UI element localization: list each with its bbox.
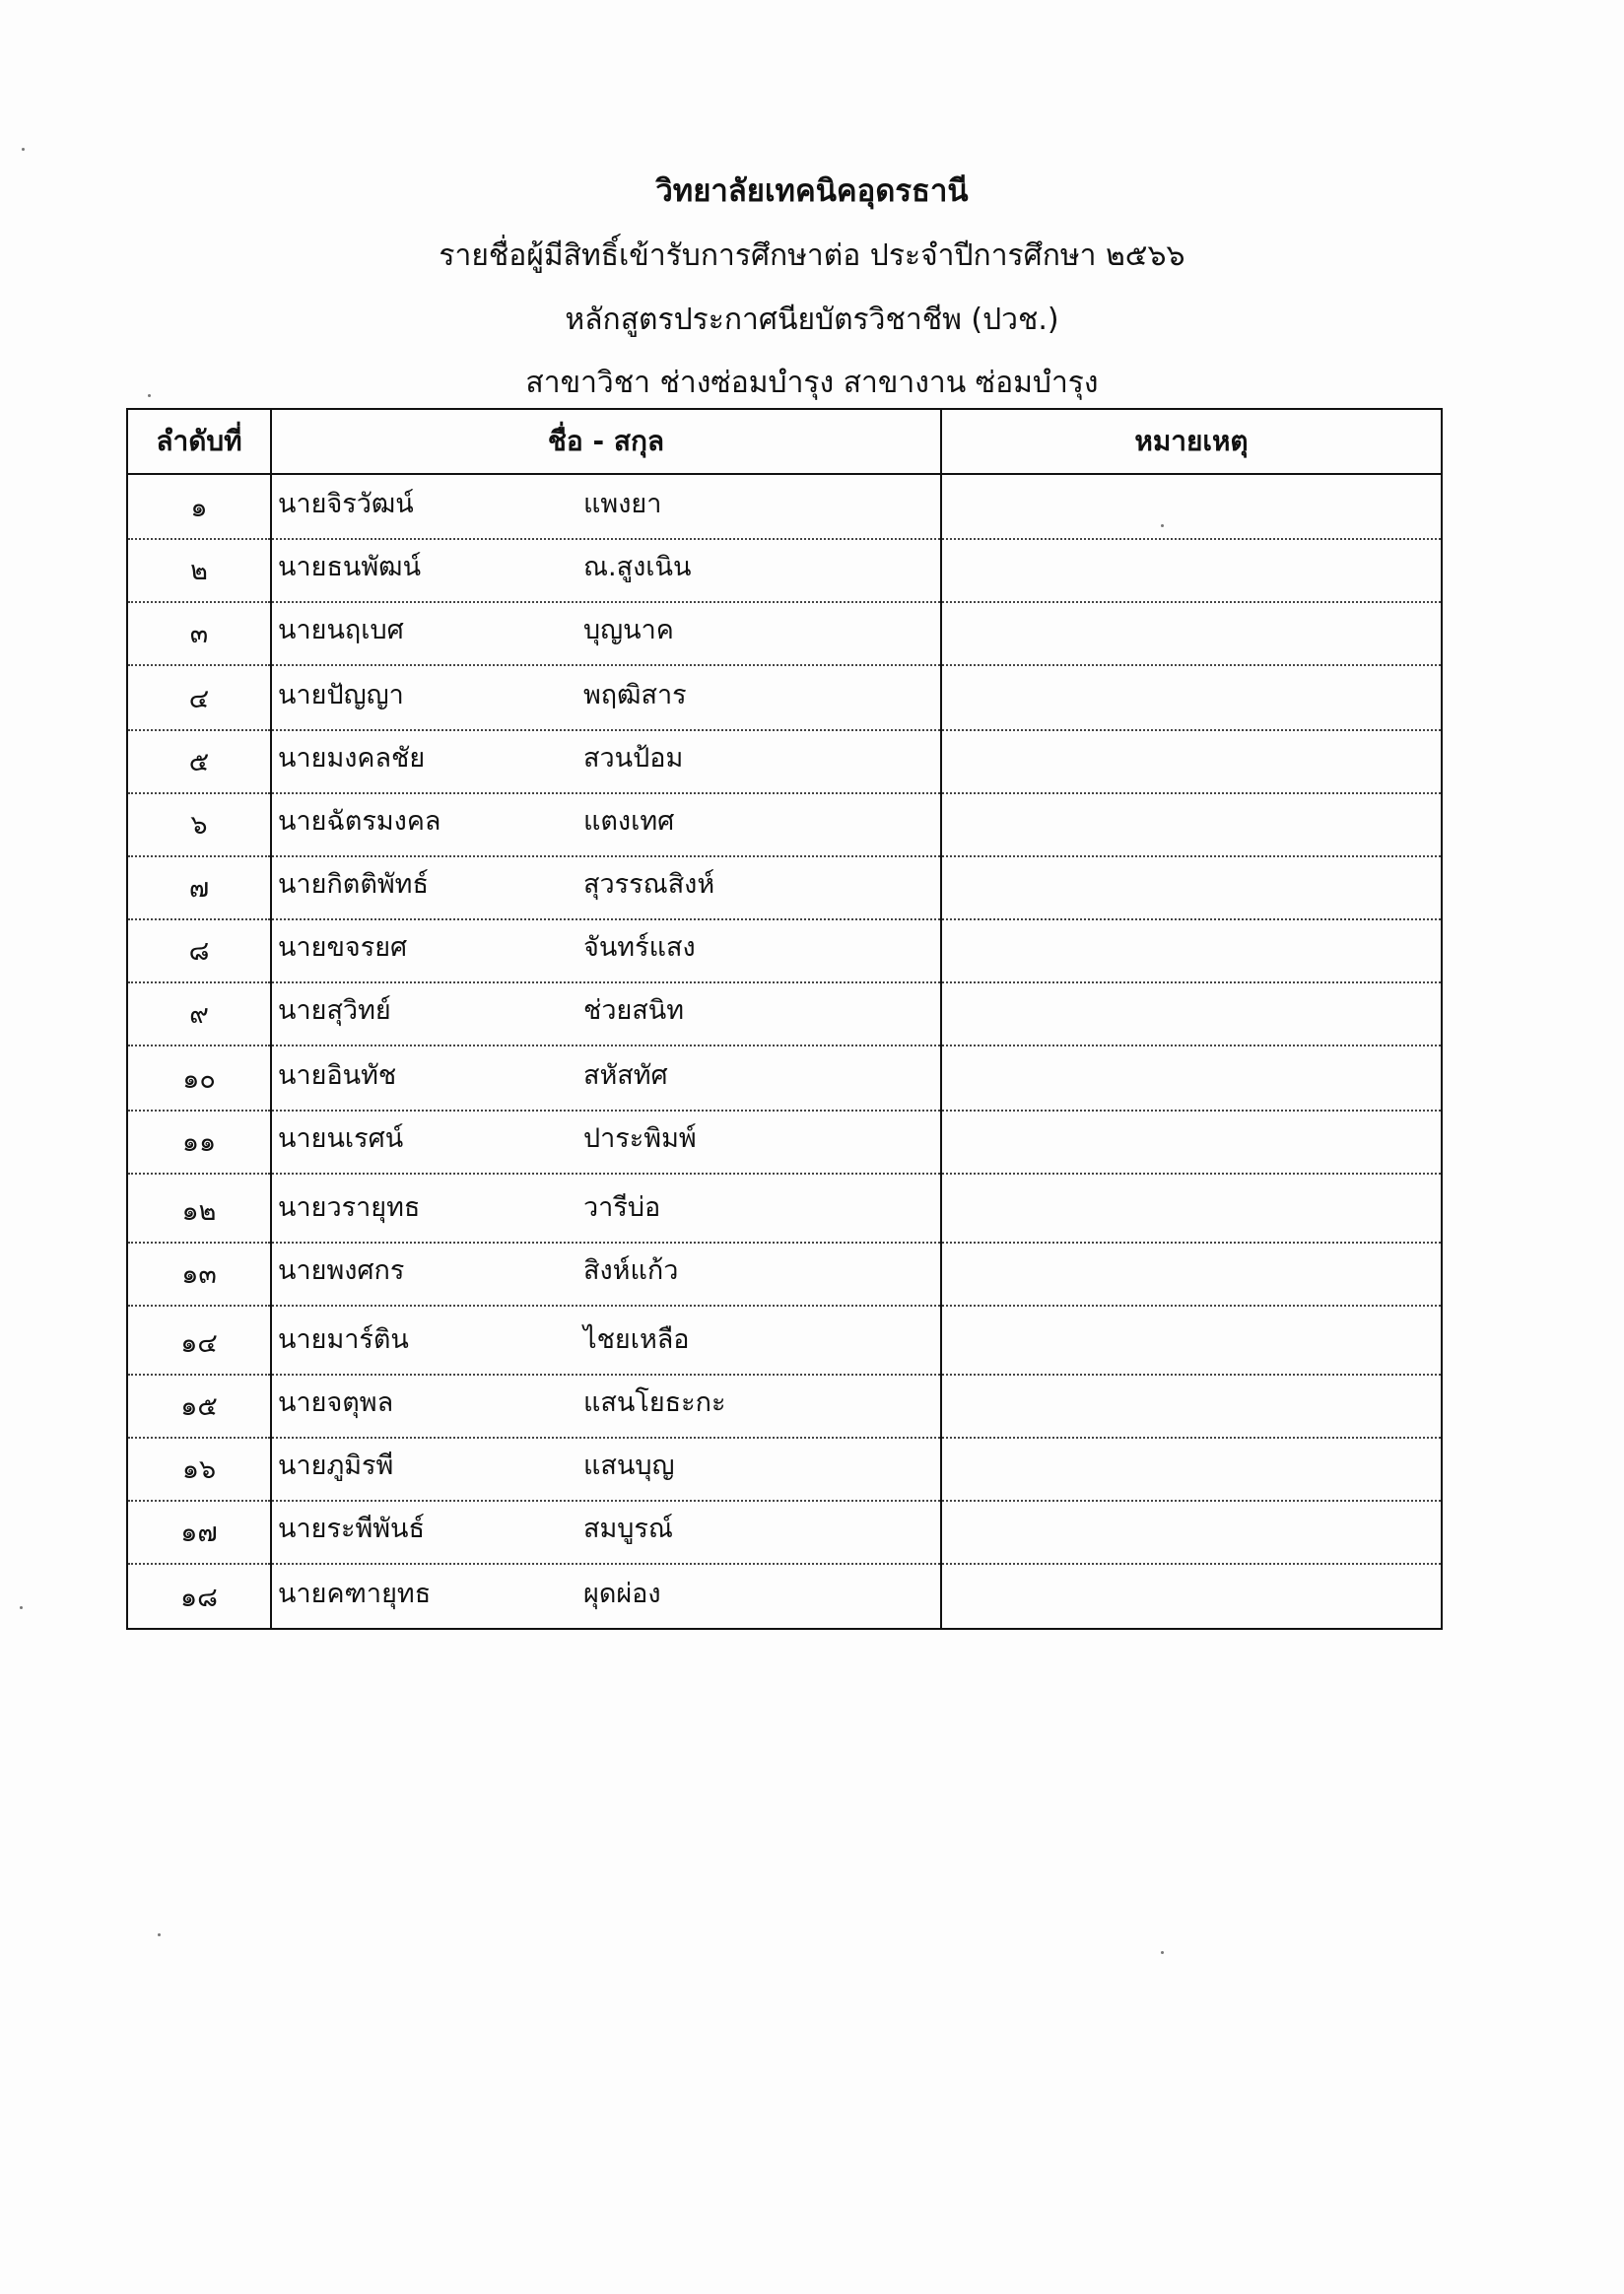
student-name-cell	[271, 1111, 941, 1174]
list-title: รายชื่อผู้มีสิทธิ์เข้ารับการศึกษาต่อ ประจำปีการศึกษา ๒๕๖๖	[439, 238, 1185, 273]
remark-cell	[941, 1501, 1442, 1564]
row-number: ๑๘	[127, 1564, 271, 1629]
remark-cell	[941, 730, 1442, 793]
student-name-cell	[271, 919, 941, 982]
student-name-cell	[271, 793, 941, 856]
student-name-cell	[271, 1243, 941, 1306]
scan-speck	[20, 1606, 23, 1609]
scan-speck	[148, 394, 151, 397]
student-last-name: ช่วยสนิท	[583, 995, 685, 1026]
student-first-name: นายมาร์ติน	[278, 1324, 409, 1355]
student-last-name: แสนโยธะกะ	[583, 1387, 726, 1418]
student-last-name: ผุดผ่อง	[583, 1579, 661, 1609]
row-number: ๑	[127, 474, 271, 539]
student-last-name: แตงเทศ	[583, 806, 675, 837]
student-first-name: นายปัญญา	[278, 680, 404, 710]
remark-cell	[941, 919, 1442, 982]
column-header-name: ชื่อ - สกุล	[271, 409, 941, 474]
student-name-cell	[271, 856, 941, 919]
table-row	[127, 474, 1442, 539]
student-name-cell	[271, 1375, 941, 1438]
student-last-name: ณ.สูงเนิน	[583, 552, 692, 582]
remark-cell	[941, 1306, 1442, 1375]
student-name-cell	[271, 539, 941, 602]
remark-cell	[941, 856, 1442, 919]
remark-cell	[941, 1174, 1442, 1243]
table-row	[127, 730, 1442, 793]
remark-cell	[941, 1111, 1442, 1174]
student-last-name: ปาระพิมพ์	[583, 1123, 697, 1154]
student-name-cell	[271, 982, 941, 1046]
student-name-cell	[271, 1564, 941, 1629]
row-number: ๙	[127, 982, 271, 1046]
scan-speck	[158, 1933, 161, 1936]
student-last-name: พฤฒิสาร	[583, 680, 687, 710]
table-row	[127, 856, 1442, 919]
table-row	[127, 1564, 1442, 1629]
table-row	[127, 1046, 1442, 1111]
row-number: ๒	[127, 539, 271, 602]
column-header-number: ลำดับที่	[127, 409, 271, 474]
scan-speck	[1161, 1951, 1164, 1954]
student-first-name: นายจตุพล	[278, 1387, 394, 1418]
row-number: ๕	[127, 730, 271, 793]
scan-speck	[22, 148, 25, 151]
program-title: หลักสูตรประกาศนียบัตรวิชาชีพ (ปวช.)	[565, 303, 1059, 337]
table-row	[127, 1306, 1442, 1375]
remark-cell	[941, 1438, 1442, 1501]
student-first-name: นายคฑายุทธ	[278, 1579, 432, 1609]
student-last-name: แพงยา	[583, 489, 662, 519]
remark-cell	[941, 1375, 1442, 1438]
student-first-name: นายธนพัฒน์	[278, 552, 422, 582]
remark-cell	[941, 602, 1442, 665]
student-last-name: สหัสทัศ	[583, 1060, 668, 1091]
student-last-name: บุญนาค	[583, 615, 674, 645]
student-first-name: นายสุวิทย์	[278, 995, 391, 1026]
row-number: ๗	[127, 856, 271, 919]
table-row	[127, 539, 1442, 602]
row-number: ๑๕	[127, 1375, 271, 1438]
student-last-name: สุวรรณสิงห์	[583, 869, 715, 900]
student-first-name: นายนฤเบศ	[278, 615, 404, 645]
table-row	[127, 665, 1442, 730]
remark-cell	[941, 1046, 1442, 1111]
table-header-row	[127, 409, 1442, 474]
student-first-name: นายวรายุทธ	[278, 1192, 421, 1223]
student-last-name: วารีบ่อ	[583, 1192, 661, 1223]
student-last-name: จันทร์แสง	[583, 932, 696, 963]
table-row	[127, 982, 1442, 1046]
row-number: ๑๒	[127, 1174, 271, 1243]
student-first-name: นายระพีพันธ์	[278, 1514, 425, 1544]
remark-cell	[941, 1564, 1442, 1629]
scan-speck	[1161, 524, 1164, 527]
student-name-cell	[271, 1306, 941, 1375]
table-row	[127, 602, 1442, 665]
student-first-name: นายขจรยศ	[278, 932, 408, 963]
department-title: สาขาวิชา ช่างซ่อมบำรุง สาขางาน ซ่อมบำรุง	[525, 366, 1099, 400]
student-name-cell	[271, 474, 941, 539]
student-first-name: นายจิรวัฒน์	[278, 489, 414, 519]
student-last-name: แสนบุญ	[583, 1451, 675, 1481]
remark-cell	[941, 539, 1442, 602]
table-row	[127, 1174, 1442, 1243]
student-last-name: สิงห์แก้ว	[583, 1255, 679, 1286]
remark-cell	[941, 665, 1442, 730]
row-number: ๑๖	[127, 1438, 271, 1501]
row-number: ๔	[127, 665, 271, 730]
student-name-cell	[271, 730, 941, 793]
student-first-name: นายพงศกร	[278, 1255, 405, 1286]
table-row	[127, 1243, 1442, 1306]
table-row	[127, 793, 1442, 856]
student-name-cell	[271, 1438, 941, 1501]
student-name-cell	[271, 1174, 941, 1243]
student-first-name: นายนเรศน์	[278, 1123, 404, 1154]
table-row	[127, 1111, 1442, 1174]
student-first-name: นายอินทัช	[278, 1060, 397, 1091]
institution-title: วิทยาลัยเทคนิคอุดรธานี	[655, 173, 969, 209]
row-number: ๑๗	[127, 1501, 271, 1564]
remark-cell	[941, 982, 1442, 1046]
column-header-remark: หมายเหตุ	[941, 409, 1442, 474]
student-last-name: สมบูรณ์	[583, 1514, 673, 1544]
student-name-cell	[271, 1501, 941, 1564]
row-number: ๘	[127, 919, 271, 982]
row-number: ๓	[127, 602, 271, 665]
table-body	[127, 474, 1442, 1629]
student-first-name: นายมงคลชัย	[278, 743, 426, 774]
student-name-cell	[271, 1046, 941, 1111]
student-name-cell	[271, 665, 941, 730]
student-roster-table	[126, 408, 1443, 1630]
table-row	[127, 1438, 1442, 1501]
row-number: ๑๑	[127, 1111, 271, 1174]
row-number: ๑๐	[127, 1046, 271, 1111]
table-row	[127, 919, 1442, 982]
row-number: ๑๔	[127, 1306, 271, 1375]
row-number: ๖	[127, 793, 271, 856]
student-last-name: สวนป้อม	[583, 743, 684, 774]
student-first-name: นายกิตติพัทธ์	[278, 869, 429, 900]
row-number: ๑๓	[127, 1243, 271, 1306]
table-row	[127, 1375, 1442, 1438]
remark-cell	[941, 474, 1442, 539]
student-name-cell	[271, 602, 941, 665]
student-last-name: ไชยเหลือ	[583, 1324, 690, 1355]
remark-cell	[941, 1243, 1442, 1306]
student-first-name: นายฉัตรมงคล	[278, 806, 441, 837]
remark-cell	[941, 793, 1442, 856]
student-first-name: นายภูมิรพี	[278, 1451, 394, 1481]
table-row	[127, 1501, 1442, 1564]
